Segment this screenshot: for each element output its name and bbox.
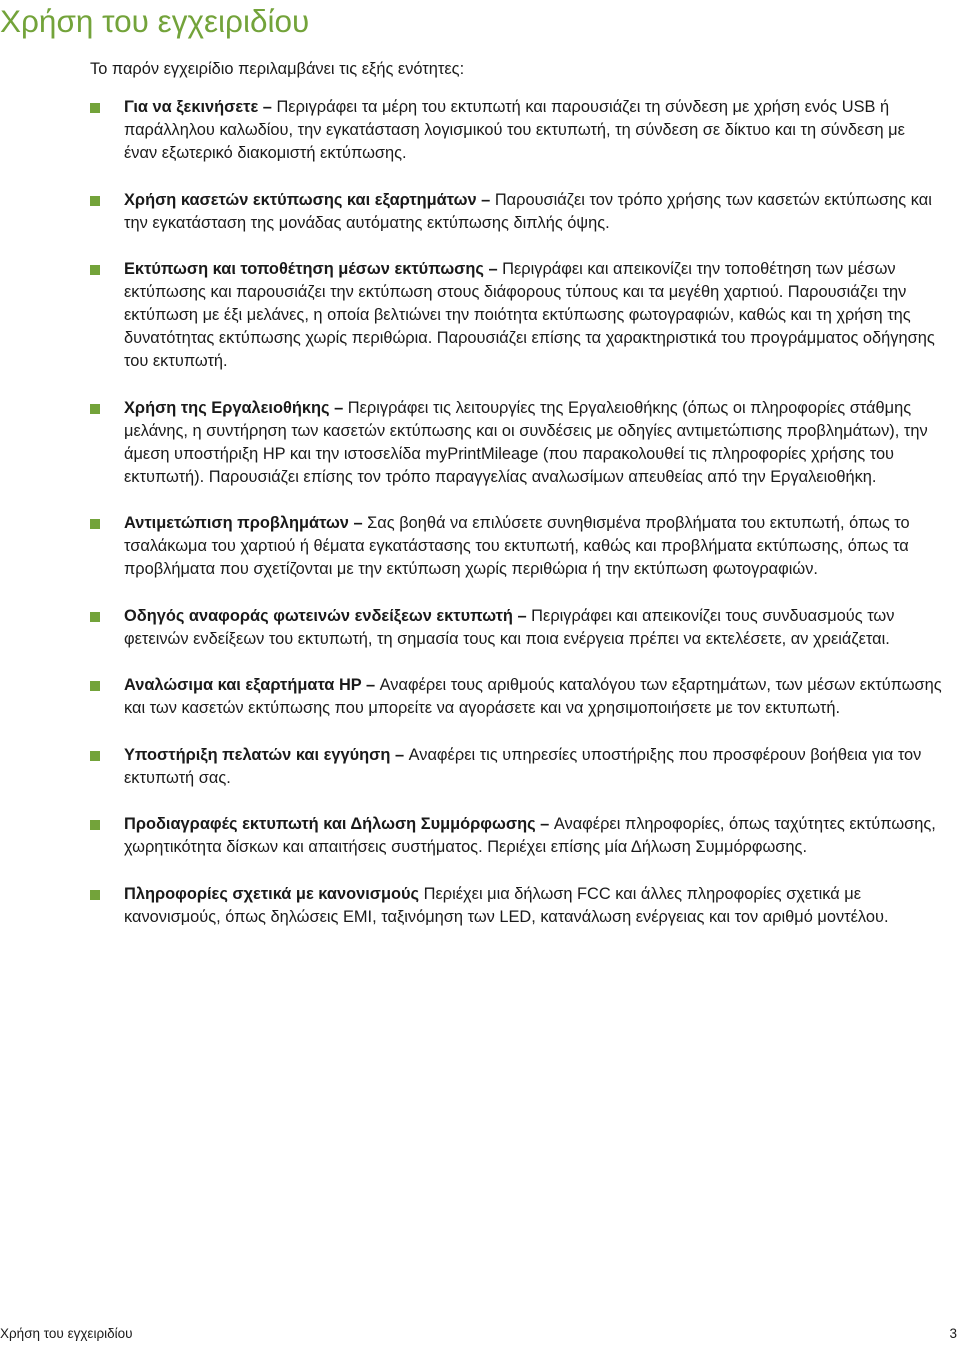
- item-description: Αναφέρει τους αριθμούς καταλόγου των εξαρτημάτων, των μέσων εκτύπωσης και των κασετών εκτύπωσης που μπορείτε να αγοράσετε και να χρησιμοποιήσετε με τον εκτυπωτή.: [124, 676, 942, 717]
- item-title: Προδιαγραφές εκτυπωτή και Δήλωση Συμμόρφωσης –: [124, 815, 554, 833]
- item-title: Εκτύπωση και τοποθέτηση μέσων εκτύπωσης –: [124, 260, 503, 278]
- square-bullet-icon: [90, 612, 100, 622]
- list-item: [0, 883, 960, 929]
- square-bullet-icon: [90, 265, 100, 275]
- page-number: 3: [949, 1326, 957, 1341]
- list-item: [0, 189, 960, 235]
- item-description: Αναφέρει τις υπηρεσίες υποστήριξης που προσφέρουν βοήθεια για τον εκτυπωτή σας.: [124, 745, 922, 787]
- item-description: Παρουσιάζει τον τρόπο χρήσης των κασετών εκτύπωσης και την εγκατάσταση της μονάδας αυτόματης εκτύπωσης διπλής όψης.: [124, 190, 932, 232]
- page-title: Χρήση του εγχειριδίου: [0, 3, 310, 39]
- square-bullet-icon: [90, 751, 100, 761]
- item-description: Περιγράφει και απεικονίζει τους συνδυασμούς των φετεινών ενδείξεων του εκτυπωτή, τη σημασία τους και ποια ενέργεια πρέπει να εκτελέσετε, αν χρειάζεται.: [124, 606, 895, 648]
- item-title: Πληροφορίες σχετικά με κανονισμούς: [124, 884, 424, 903]
- list-item: [0, 96, 960, 165]
- item-description: Περιγράφει τα μέρη του εκτυπωτή και παρουσιάζει τη σύνδεση με χρήση ενός USB ή παράλληλου καλωδίου, την εγκατάσταση λογισμικού του εκτυπωτή, τη σύνδεση σε δίκτυο και τη σύνδεση με έναν εξωτερικό διακομιστή εκτύπωσης.: [124, 98, 905, 162]
- list-item: [0, 813, 960, 859]
- footer-section-title: Χρήση του εγχειριδίου: [0, 1326, 133, 1341]
- item-description: Περιέχει μια δήλωση FCC και άλλες πληροφορίες σχετικά με κανονισμούς, όπως δηλώσεις EMI, ταξινόμηση των LED, κατανάλωση ενέργειας και τον αριθμό μοντέλου.: [124, 884, 889, 926]
- item-title: Οδηγός αναφοράς φωτεινών ενδείξεων εκτυπωτή –: [124, 606, 532, 625]
- square-bullet-icon: [90, 196, 100, 206]
- list-item: [0, 674, 960, 720]
- item-description: Αναφέρει πληροφορίες, όπως ταχύτητες εκτύπωσης, χωρητικότητα δίσκων και απαιτήσεις συστήματος. Περιέχει επίσης μία Δήλωση Συμμόρφωσης.: [124, 815, 936, 856]
- list-item: [0, 605, 960, 651]
- item-title: Χρήση της Εργαλειοθήκης –: [124, 398, 348, 417]
- list-item: [0, 744, 960, 790]
- list-item: [0, 258, 960, 373]
- square-bullet-icon: [90, 103, 100, 113]
- intro-text: Το παρόν εγχειρίδιο περιλαμβάνει τις εξής ενότητες:: [90, 60, 465, 78]
- item-title: Υποστήριξη πελατών και εγγύηση –: [124, 745, 409, 764]
- item-description: Περιγράφει και απεικονίζει την τοποθέτηση των μέσων εκτύπωσης και παρουσιάζει την εκτύπωση στους διάφορους τύπους και τα μεγέθη χαρτιού. Παρουσιάζει την εκτύπωση με έξι μελάνες, η οποία βελτιώνει την ποιότητα εκτύπωσης φωτογραφιών, καθώς και τη χρήση της δυνατότητας εκτύπωσης χωρίς περιθώρια. Παρουσιάζει επίσης τα χαρακτηριστικά του προγράμματος οδήγησης του εκτυπωτή.: [124, 260, 935, 370]
- item-title: Για να ξεκινήσετε –: [124, 98, 277, 116]
- square-bullet-icon: [90, 890, 100, 900]
- square-bullet-icon: [90, 681, 100, 691]
- section-list: [0, 96, 960, 952]
- list-item: [0, 397, 960, 489]
- list-item: [0, 512, 960, 581]
- square-bullet-icon: [90, 820, 100, 830]
- square-bullet-icon: [90, 404, 100, 414]
- item-description: Σας βοηθά να επιλύσετε συνηθισμένα προβλήματα του εκτυπωτή, όπως το τσαλάκωμα του χαρτιού ή θέματα εγκατάστασης του εκτυπωτή, καθώς και προβλήματα εκτύπωσης, όπως τα προβλήματα που σχετίζονται με την εκτύπωση χωρίς περιθώρια ή την εκτύπωση φωτογραφιών.: [124, 514, 910, 578]
- item-title: Αντιμετώπιση προβλημάτων –: [124, 514, 368, 532]
- item-description: Περιγράφει τις λειτουργίες της Εργαλειοθήκης (όπως οι πληροφορίες στάθμης μελάνης, η συντήρηση των κασετών εκτύπωσης και οι συνδέσεις με οδηγίες αντιμετώπισης προβλημάτων), την άμεση υποστήριξη HP και την ιστοσελίδα myPrintMileage (που παρακολουθεί τις πληροφορίες χρήσης του εκτυπωτή). Παρουσιάζει επίσης τον τρόπο παραγγελίας αναλωσίμων απευθείας από την Εργαλειοθήκη.: [124, 398, 928, 486]
- item-title: Χρήση κασετών εκτύπωσης και εξαρτημάτων –: [124, 190, 495, 209]
- item-title: Αναλώσιμα και εξαρτήματα HP –: [124, 676, 380, 694]
- square-bullet-icon: [90, 519, 100, 529]
